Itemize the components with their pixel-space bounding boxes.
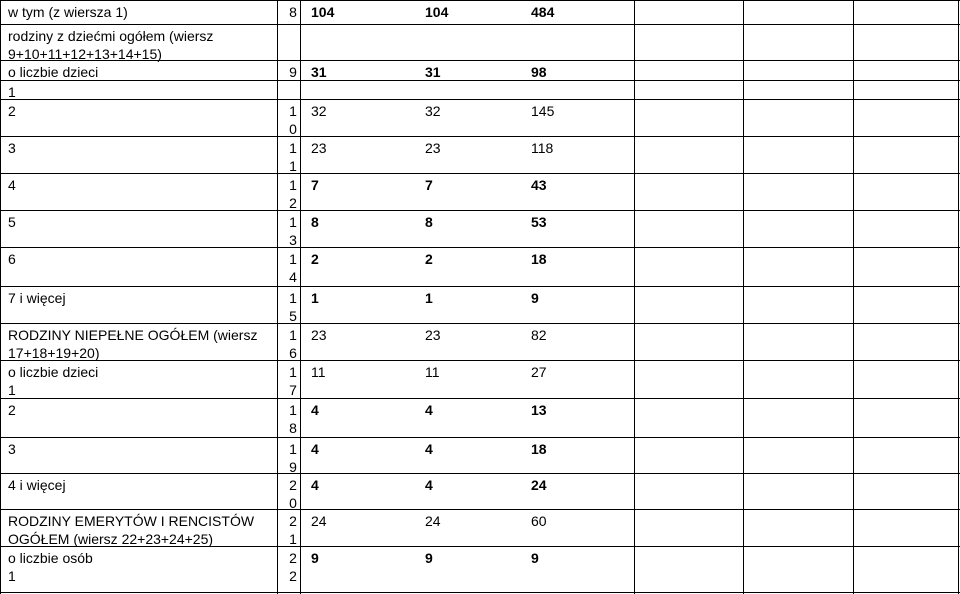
row-number: 1 xyxy=(289,214,297,230)
row-number: 8 xyxy=(289,4,297,20)
row-label: 2 xyxy=(8,103,16,119)
row-label: 3 xyxy=(8,140,16,156)
cell-value: 11 xyxy=(311,364,326,380)
cell-value: 8 xyxy=(425,214,433,230)
cell-value: 11 xyxy=(425,364,440,380)
row-number: 2 xyxy=(289,513,297,529)
row-number: 0 xyxy=(289,121,297,137)
cell-value: 145 xyxy=(531,103,555,119)
cell-value: 104 xyxy=(425,4,449,20)
row-number: 1 xyxy=(289,177,297,193)
row-divider xyxy=(0,80,960,81)
cell-value: 27 xyxy=(531,364,547,380)
cell-value: 4 xyxy=(425,441,433,457)
cell-value: 23 xyxy=(425,327,441,343)
column-divider xyxy=(853,0,854,594)
cell-value: 24 xyxy=(425,513,441,529)
cell-value: 98 xyxy=(531,64,547,80)
row-divider xyxy=(0,99,960,100)
cell-value: 1 xyxy=(425,290,433,306)
row-number: 2 xyxy=(289,550,297,566)
row-number: 4 xyxy=(289,269,297,285)
row-number: 1 xyxy=(289,251,297,267)
row-divider xyxy=(0,24,960,25)
row-label: 4 i więcej xyxy=(8,477,66,493)
cell-value: 4 xyxy=(425,402,433,418)
cell-value: 7 xyxy=(425,177,433,193)
row-label: o liczbie osób xyxy=(8,550,93,566)
cell-value: 4 xyxy=(311,441,319,457)
cell-value: 31 xyxy=(311,64,327,80)
column-divider xyxy=(277,0,278,594)
row-number: 1 xyxy=(289,531,297,547)
row-number: 9 xyxy=(289,459,297,475)
row-number: 1 xyxy=(289,364,297,380)
row-divider xyxy=(0,136,960,137)
row-number: 1 xyxy=(289,327,297,343)
row-divider xyxy=(0,473,960,474)
cell-value: 9 xyxy=(425,550,433,566)
row-label: 3 xyxy=(8,441,16,457)
row-label: o liczbie dzieci xyxy=(8,64,99,80)
cell-value: 9 xyxy=(531,290,539,306)
row-divider xyxy=(0,247,960,248)
cell-value: 2 xyxy=(425,251,433,267)
cell-value: 82 xyxy=(531,327,547,343)
row-label: OGÓŁEM (wiersz 22+23+24+25) xyxy=(8,531,214,547)
row-divider xyxy=(0,173,960,174)
cell-value: 23 xyxy=(425,140,441,156)
cell-value: 60 xyxy=(531,513,547,529)
cell-value: 9 xyxy=(311,550,319,566)
row-label: 1 xyxy=(8,382,16,398)
cell-value: 23 xyxy=(311,140,327,156)
row-label: RODZINY EMERYTÓW I RENCISTÓW xyxy=(8,513,255,529)
row-divider xyxy=(0,210,960,211)
cell-value: 24 xyxy=(531,477,547,493)
row-label: 9+10+11+12+13+14+15) xyxy=(8,46,162,62)
row-label: 4 xyxy=(8,177,16,193)
cell-value: 7 xyxy=(311,177,319,193)
row-label: 7 i więcej xyxy=(8,290,66,306)
row-number: 1 xyxy=(289,402,297,418)
row-label: 1 xyxy=(8,84,16,100)
cell-value: 118 xyxy=(531,140,554,156)
cell-value: 32 xyxy=(425,103,441,119)
row-label: 17+18+19+20) xyxy=(8,345,100,361)
cell-value: 18 xyxy=(531,251,547,267)
row-number: 1 xyxy=(289,103,297,119)
row-number: 1 xyxy=(289,290,297,306)
column-divider xyxy=(958,0,959,594)
row-divider xyxy=(0,437,960,438)
row-number: 9 xyxy=(289,64,297,80)
row-number: 5 xyxy=(289,308,297,324)
cell-value: 32 xyxy=(311,103,327,119)
cell-value: 53 xyxy=(531,214,547,230)
row-label: w tym (z wiersza 1) xyxy=(8,4,128,20)
row-divider xyxy=(0,0,960,1)
row-label: 5 xyxy=(8,214,16,230)
cell-value: 4 xyxy=(311,477,319,493)
row-number: 0 xyxy=(289,495,297,511)
row-divider xyxy=(0,286,960,287)
row-number: 7 xyxy=(289,382,297,398)
column-divider xyxy=(743,0,744,594)
row-label: RODZINY NIEPEŁNE OGÓŁEM (wiersz xyxy=(8,327,258,343)
row-number: 2 xyxy=(289,568,297,584)
row-number: 6 xyxy=(289,345,297,361)
cell-value: 484 xyxy=(531,4,555,20)
cell-value: 1 xyxy=(311,290,319,306)
row-number: 2 xyxy=(289,477,297,493)
column-divider xyxy=(634,0,635,594)
cell-value: 2 xyxy=(311,251,319,267)
row-number: 8 xyxy=(289,420,297,436)
row-divider xyxy=(0,398,960,399)
cell-value: 18 xyxy=(531,441,547,457)
cell-value: 8 xyxy=(311,214,319,230)
row-divider xyxy=(0,509,960,510)
row-number: 1 xyxy=(289,140,297,156)
row-label: 6 xyxy=(8,251,16,267)
row-divider xyxy=(0,323,960,324)
row-number: 1 xyxy=(289,158,297,174)
row-label: 2 xyxy=(8,402,16,418)
row-number: 1 xyxy=(289,441,297,457)
cell-value: 31 xyxy=(425,64,441,80)
cell-value: 4 xyxy=(425,477,433,493)
cell-value: 43 xyxy=(531,177,547,193)
column-divider xyxy=(0,0,1,594)
row-number: 2 xyxy=(289,195,297,211)
row-divider xyxy=(0,592,960,593)
cell-value: 104 xyxy=(311,4,335,20)
cell-value: 13 xyxy=(531,402,547,418)
cell-value: 4 xyxy=(311,402,319,418)
cell-value: 9 xyxy=(531,550,539,566)
cell-value: 23 xyxy=(311,327,327,343)
row-label: o liczbie dzieci xyxy=(8,364,99,380)
row-label: 1 xyxy=(8,568,16,584)
cell-value: 24 xyxy=(311,513,327,529)
row-number: 3 xyxy=(289,232,297,248)
row-label: rodziny z dziećmi ogółem (wiersz xyxy=(8,28,214,44)
row-divider xyxy=(0,360,960,361)
column-divider xyxy=(300,0,301,594)
